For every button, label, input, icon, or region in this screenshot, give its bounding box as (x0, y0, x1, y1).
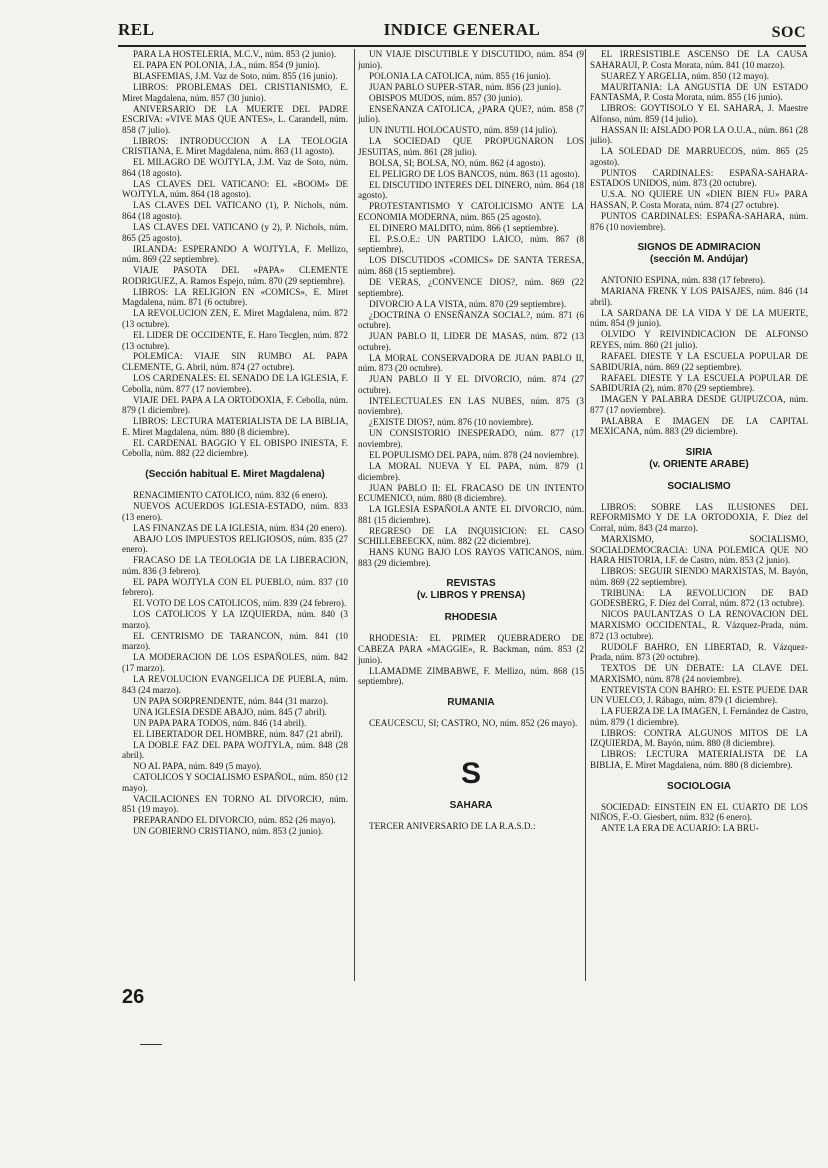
section-heading: SOCIALISMO (667, 480, 731, 492)
index-entry: VACILACIONES EN TORNO AL DIVORCIO, núm. 851 (19 mayo). (122, 793, 348, 815)
index-entry: IMAGEN Y PALABRA DESDE GUIPUZCOA, núm. 877 (17 noviembre). (590, 394, 808, 415)
index-entry: INTELECTUALES EN LAS NUBES, núm. 875 (3 noviembre). (358, 395, 584, 417)
index-entry: EL DINERO MALDITO, núm. 866 (1 septiembre). (369, 222, 559, 233)
index-entry: LIBROS: INTRODUCCION A LA TEOLOGIA CRISTIANA, E. Miret Magdalena, núm. 863 (11 agosto). (122, 135, 348, 157)
section-heading: REVISTAS (v. LIBROS Y PRENSA) (416, 578, 526, 602)
index-entry: LIBROS: LECTURA MATERIALISTA DE LA BIBLIA, E. Miret Magdalena, núm. 880 (8 diciembre). (122, 416, 348, 437)
index-entry: ¿DOCTRINA O ENSEÑANZA SOCIAL?, núm. 871 (6 octubre). (358, 309, 584, 331)
index-entry: LAS CLAVES DEL VATICANO (y 2), P. Nichols, núm. 865 (25 agosto). (122, 222, 348, 243)
index-entry: ¿EXISTE DIOS?, núm. 876 (10 noviembre). (369, 417, 534, 428)
index-column-1 (122, 49, 348, 979)
index-entry: UN CONSISTORIO INESPERADO, núm. 877 (17 noviembre). (358, 428, 584, 449)
index-entry: LA MODERACION DE LOS ESPAÑOLES, núm. 842 (17 marzo). (122, 652, 348, 673)
index-column-3 (590, 49, 808, 979)
index-entry: UN PAPA SORPRENDENTE, núm. 844 (31 marzo). (133, 695, 329, 706)
index-entry: LOS CARDENALES: EL SENADO DE LA IGLESIA, F. Cebolla, núm. 877 (17 noviembre). (122, 373, 348, 394)
index-entry: VIAJE DEL PAPA A LA ORTODOXIA, F. Cebolla, núm. 879 (1 diciembre). (122, 394, 348, 416)
index-entry: OBISPOS MUDOS, núm. 857 (30 junio). (369, 92, 523, 103)
index-entry: OLVIDO Y REIVINDICACION DE ALFONSO REYES, núm. 860 (21 julio). (590, 329, 808, 350)
section-heading: SIGNOS DE ADMIRACION (sección M. Andújar) (637, 242, 761, 266)
column-divider (585, 49, 586, 981)
index-entry: PUNTOS CARDINALES: ESPAÑA-SAHARA, núm. 876 (10 noviembre). (590, 211, 808, 232)
index-entry: EL LIBERTADOR DEL HOMBRE, núm. 847 (21 abril). (133, 728, 343, 739)
index-entry: LIBROS: LA RELIGION EN «COMICS», E. Miret Magdalena, núm. 871 (6 octubre). (122, 286, 348, 308)
index-entry: LAS CLAVES DEL VATICANO: EL «BOOM» DE WOJTYLA, núm. 864 (18 agosto). (122, 178, 348, 200)
index-entry: HASSAN II: AISLADO POR LA O.U.A., núm. 861 (28 julio). (590, 124, 808, 146)
index-entry: EL PELIGRO DE LOS BANCOS, núm. 863 (11 agosto). (369, 168, 580, 179)
index-entry: UN GOBIERNO CRISTIANO, núm. 853 (2 junio). (133, 826, 324, 837)
index-entry: ENSEÑANZA CATOLICA, ¿PARA QUE?, núm. 858 (7 julio). (358, 103, 584, 125)
index-entry: PUNTOS CARDINALES: ESPAÑA-SAHARA-ESTADOS UNIDOS, núm. 873 (20 octubre). (590, 167, 808, 189)
index-entry: LA SOCIEDAD QUE PROPUGNARON LOS JESUITAS, núm. 861 (28 julio). (358, 136, 584, 157)
header-left-keyword: REL (118, 20, 155, 39)
column-divider (354, 49, 355, 981)
index-entry: IRLANDA: ESPERANDO A WOJTYLA, F. Mellizo, núm. 869 (22 septiembre). (122, 243, 348, 265)
index-entry: LA SOLEDAD DE MARRUECOS, núm. 865 (25 agosto). (590, 146, 808, 167)
index-entry: UN VIAJE DISCUTIBLE Y DISCUTIDO, núm. 854 (9 junio). (358, 49, 584, 70)
footer-dash (140, 1044, 162, 1045)
running-header (118, 20, 806, 44)
index-entry: LA FUERZA DE LA IMAGEN, I. Fernández de Castro, núm. 879 (1 diciembre). (590, 706, 808, 727)
section-heading: RUMANIA (447, 696, 495, 708)
section-heading: SIRIA (v. ORIENTE ARABE) (649, 446, 749, 470)
index-entry: EL DISCUTIDO INTERES DEL DINERO, núm. 864 (18 agosto). (358, 179, 584, 201)
header-rule (118, 45, 806, 47)
index-entry: RENACIMIENTO CATOLICO, núm. 832 (6 enero). (133, 489, 328, 500)
index-entry: REGRESO DE LA INQUISICION: EL CASO SCHILLEBEECKX, núm. 882 (22 diciembre). (358, 525, 584, 547)
header-right-keyword: SOC (771, 24, 806, 41)
index-entry: EL P.S.O.E.: UN PARTIDO LAICO, núm. 867 (8 septiembre). (358, 233, 584, 255)
index-entry: ANTE LA ERA DE ACUARIO: LA BRU- (601, 823, 759, 834)
index-entry: MARIANA FRENK Y LOS PAISAJES, núm. 846 (14 abril). (590, 286, 808, 307)
index-entry: MARXISMO, SOCIALISMO, SOCIALDEMOCRACIA: UNA POLEMICA QUE NO HARA HISTORIA, I.F. de Castro, núm. 853 (2 junio). (590, 534, 808, 566)
index-entry: ANTONIO ESPINA, núm. 838 (17 febrero). (601, 275, 766, 286)
index-entry: LOS CATOLICOS Y LA IZQUIERDA, núm. 840 (3 marzo). (122, 609, 348, 630)
index-entry: BLASFEMIAS, J.M. Vaz de Soto, núm. 855 (16 junio). (133, 70, 338, 81)
index-entry: JUAN PABLO II Y EL DIVORCIO, núm. 874 (27 octubre). (358, 374, 584, 395)
index-entry: DIVORCIO A LA VISTA, núm. 870 (29 septiembre). (369, 298, 567, 309)
index-entry: NUEVOS ACUERDOS IGLESIA-ESTADO, núm. 833 (13 enero). (122, 500, 348, 522)
index-entry: UN PAPA PARA TODOS, núm. 846 (14 abril). (133, 717, 307, 728)
index-entry: LIBROS: SOBRE LAS ILUSIONES DEL REFORMISMO Y DE LA ORTODOXIA, F. Díez del Corral, núm. 843 (24 marzo). (590, 501, 808, 534)
index-entry: JUAN PABLO II: EL FRACASO DE UN INTENTO ECUMENICO, núm. 880 (8 diciembre). (358, 482, 584, 504)
index-entry: LA MORAL CONSERVADORA DE JUAN PABLO II, núm. 873 (20 octubre). (358, 352, 584, 374)
index-entry: RAFAEL DIESTE Y LA ESCUELA POPULAR DE SABIDURIA, núm. 869 (22 septiembre). (590, 350, 808, 372)
index-entry: LA REVOLUCION ZEN, E. Miret Magdalena, núm. 872 (13 octubre). (122, 308, 348, 329)
index-entry: CATOLICOS Y SOCIALISMO ESPAÑOL, núm. 850 (12 mayo). (122, 772, 348, 793)
section-heading: (Sección habitual E. Miret Magdalena) (145, 468, 325, 480)
index-entry: EL POPULISMO DEL PAPA, núm. 878 (24 noviembre). (369, 449, 579, 460)
section-heading: RHODESIA (444, 612, 498, 624)
index-column-2 (358, 49, 584, 979)
index-entry: EL VOTO DE LOS CATOLICOS, núm. 839 (24 febrero). (133, 598, 347, 609)
page-number: 26 (122, 986, 145, 1008)
index-entry: EL LIDER DE OCCIDENTE, E. Haro Tecglen, núm. 872 (13 octubre). (122, 329, 348, 351)
index-entry: LA SARDANA DE LA VIDA Y DE LA MUERTE, núm. 854 (9 junio). (590, 307, 808, 329)
index-entry: ABAJO LOS IMPUESTOS RELIGIOSOS, núm. 835 (27 enero). (122, 533, 348, 555)
index-entry: TEXTOS DE UN DEBATE: LA CLAVE DEL MARXISMO, núm. 878 (24 noviembre). (590, 663, 808, 684)
index-entry: EL PAPA WOJTYLA CON EL PUEBLO, núm. 837 (10 febrero). (122, 576, 348, 598)
index-entry: LIBROS: SEGUIR SIENDO MARXISTAS, M. Bayón, núm. 869 (22 septiembre). (590, 566, 808, 587)
index-entry: PROTESTANTISMO Y CATOLICISMO ANTE LA ECONOMIA MODERNA, núm. 865 (25 agosto). (358, 201, 584, 222)
index-entry: LAS CLAVES DEL VATICANO (1), P. Nichols, núm. 864 (18 agosto). (122, 200, 348, 222)
index-entry: LIBROS: LECTURA MATERIALISTA DE LA BIBLIA, E. Miret Magdalena, núm. 880 (8 diciembre). (590, 749, 808, 771)
index-entry: LA DOBLE FAZ DEL PAPA WOJTYLA, núm. 848 (28 abril). (122, 739, 348, 761)
index-entry: RUDOLF BAHRO, EN LIBERTAD, R. Vázquez-Prada, núm. 873 (20 octubre). (590, 641, 808, 663)
index-entry: ANIVERSARIO DE LA MUERTE DEL PADRE ESCRIVA: «VIVE MAS QUE ANTES», L. Carandell, núm. 858 (7 julio). (122, 103, 348, 135)
index-entry: CEAUCESCU, SI; CASTRO, NO, núm. 852 (26 mayo). (369, 717, 578, 728)
index-entry: EL MILAGRO DE WOJTYLA, J.M. Vaz de Soto, núm. 864 (18 agosto). (122, 157, 348, 178)
index-entry: LIBROS: PROBLEMAS DEL CRISTIANISMO, E. Miret Magdalena, núm. 857 (30 junio). (122, 81, 348, 103)
index-entry: LA MORAL NUEVA Y EL PAPA, núm. 879 (1 diciembre). (358, 460, 584, 482)
letter-heading: S (460, 757, 481, 791)
index-entry: TRIBUNA: LA REVOLUCION DE BAD GODESBERG, F. Díez del Corral, núm. 872 (13 octubre). (590, 587, 808, 609)
index-entry: PREPARANDO EL DIVORCIO, núm. 852 (26 mayo). (133, 815, 336, 826)
index-entry: ENTREVISTA CON BAHRO: EL ESTE PUEDE DAR UN VUELCO, J. Rábago, núm. 879 (1 diciembre). (590, 684, 808, 706)
index-entry: JUAN PABLO II, LIDER DE MASAS, núm. 872 (13 octubre). (358, 331, 584, 352)
index-entry: U.S.A. NO QUIERE UN «DIEN BIEN FU» PARA HASSAN, P. Costa Morata, núm. 874 (27 octubre). (590, 189, 808, 211)
index-entry: TERCER ANIVERSARIO DE LA R.A.S.D.: (369, 821, 536, 832)
index-entry: EL CENTRISMO DE TARANCON, núm. 841 (10 marzo). (122, 630, 348, 652)
index-entry: BOLSA, SI; BOLSA, NO, núm. 862 (4 agosto). (369, 157, 546, 168)
index-entry: RHODESIA: EL PRIMER QUEBRADERO DE CABEZA PARA «MAGGIE», R. Backman, núm. 853 (2 junio). (358, 633, 584, 665)
index-entry: HANS KUNG BAJO LOS RAYOS VATICANOS, núm. 883 (29 diciembre). (358, 547, 584, 568)
index-entry: LLAMADME ZIMBABWE, F. Mellizo, núm. 868 (15 septiembre). (358, 665, 584, 687)
index-entry: EL CARDENAL BAGGIO Y EL OBISPO INIESTA, F. Cebolla, núm. 882 (22 diciembre). (122, 437, 348, 459)
index-entry: LOS DISCUTIDOS «COMICS» DE SANTA TERESA, núm. 868 (15 septiembre). (358, 255, 584, 276)
index-entry: POLEMICA: VIAJE SIN RUMBO AL PAPA CLEMENTE, G. Abril, núm. 874 (27 octubre). (122, 351, 348, 373)
index-entry: EL IRRESISTIBLE ASCENSO DE LA CAUSA SAHARAUI, P. Costa Morata, núm. 841 (10 marzo). (590, 49, 808, 70)
index-entry: LA REVOLUCION EVANGELICA DE PUEBLA, núm. 843 (24 marzo). (122, 673, 348, 695)
index-entry: LIBROS: GOYTISOLO Y EL SAHARA, J. Maestre Alfonso, núm. 859 (14 julio). (590, 103, 808, 124)
index-entry: SOCIEDAD: EINSTEIN EN EL CUARTO DE LOS NIÑOS, F.-O. Giesbert, núm. 832 (6 enero). (590, 801, 808, 823)
index-entry: PALABRA E IMAGEN DE LA CAPITAL MEXICANA, núm. 883 (29 diciembre). (590, 415, 808, 437)
index-entry: LIBROS: CONTRA ALGUNOS MITOS DE LA IZQUIERDA, M. Bayón, núm. 880 (8 diciembre). (590, 727, 808, 749)
index-entry: LA IGLESIA ESPAÑOLA ANTE EL DIVORCIO, núm. 881 (15 diciembre). (358, 504, 584, 525)
index-entry: JUAN PABLO SUPER-STAR, núm. 856 (23 junio). (369, 81, 562, 92)
index-entry: DE VERAS, ¿CONVENCE DIOS?, núm. 869 (22 septiembre). (358, 276, 584, 298)
index-entry: NICOS PAULANTZAS O LA RENOVACION DEL MARXISMO OCCIDENTAL, R. Vázquez-Prada, núm. 872 (13 octubre). (590, 609, 808, 641)
index-entry: VIAJE PASOTA DEL «PAPA» CLEMENTE RODRIGUEZ, A. Ramos Espejo, núm. 870 (29 septiembre). (122, 265, 348, 286)
index-entry: MAURITANIA: LA ANGUSTIA DE UN ESTADO FANTASMA, P. Costa Morata, núm. 855 (16 junio). (590, 81, 808, 103)
index-entry: RAFAEL DIESTE Y LA ESCUELA POPULAR DE SABIDURIA (2), núm. 870 (29 septiembre). (590, 372, 808, 394)
index-entry: EL PAPA EN POLONIA, J.A., núm. 854 (9 junio). (133, 59, 320, 70)
index-entry: PARA LA HOSTELERIA, M.C.V., núm. 853 (2 junio). (133, 49, 337, 59)
index-entry: LAS FINANZAS DE LA IGLESIA, núm. 834 (20 enero). (133, 522, 347, 533)
index-entry: UN INUTIL HOLOCAUSTO, núm. 859 (14 julio). (369, 125, 558, 136)
index-entry: POLONIA LA CATOLICA, núm. 855 (16 junio). (369, 70, 551, 81)
index-entry: UNA IGLESIA DESDE ABAJO, núm. 845 (7 abril). (133, 706, 327, 717)
section-heading: SAHARA (449, 800, 493, 812)
header-title: INDICE GENERAL (383, 20, 541, 39)
index-entry: FRACASO DE LA TEOLOGIA DE LA LIBERACION, núm. 836 (3 febrero). (122, 555, 348, 576)
section-heading: SOCIOLOGIA (667, 780, 731, 792)
index-entry: NO AL PAPA, núm. 849 (5 mayo). (133, 761, 262, 772)
index-entry: SUAREZ Y ARGELIA, núm. 850 (12 mayo). (601, 70, 769, 81)
